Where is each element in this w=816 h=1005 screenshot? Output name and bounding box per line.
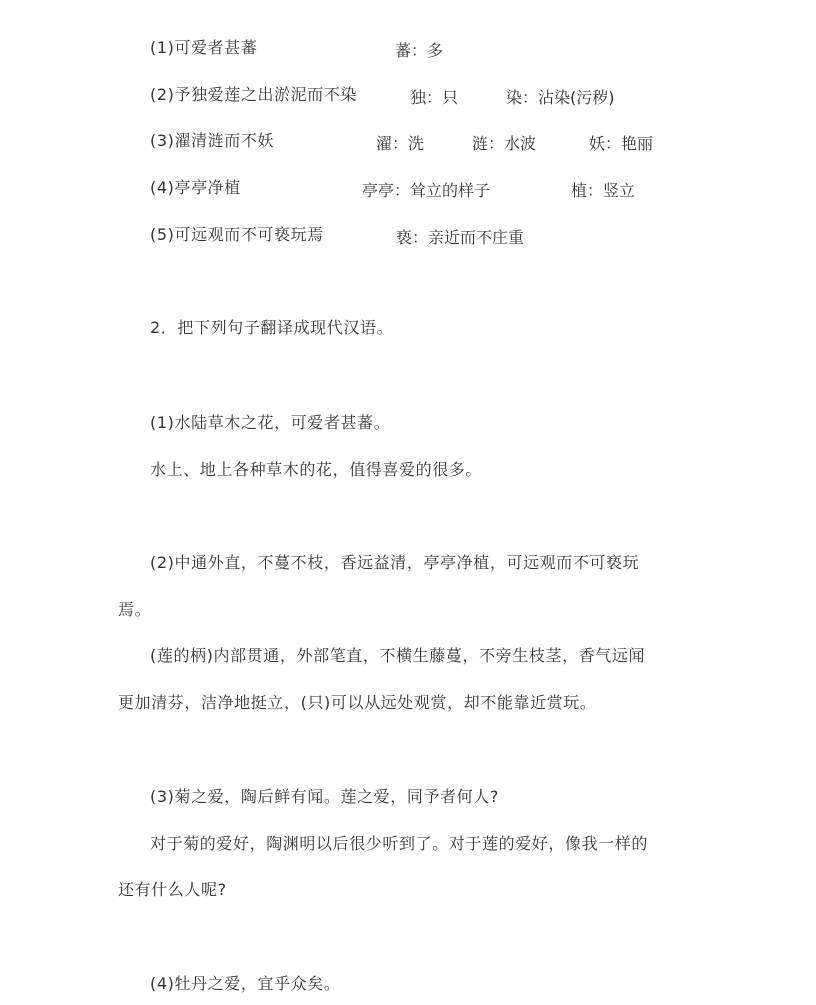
word-3-phrase: (3)濯清涟而不妖	[150, 131, 275, 150]
word-4-phrase: (4)亭亭净植	[150, 178, 241, 197]
translation-2-answer-line-2: 更加清芬，洁净地挺立，(只)可以从远处观赏，却不能靠近赏玩。	[118, 693, 597, 712]
word-5-row	[150, 225, 324, 245]
word-1-gloss: 蕃：多	[395, 41, 444, 60]
translation-2-source-line-1: (2)中通外直，不蔓不枝，香远益清，亭亭净植，可远观而不可亵玩	[150, 553, 640, 572]
word-3-gloss-3: 妖：艳丽	[589, 134, 654, 153]
word-2-row	[150, 85, 357, 105]
word-1-phrase: (1)可爱者甚蕃	[150, 38, 258, 57]
translation-1-source: (1)水陆草木之花，可爱者甚蕃。	[150, 413, 391, 432]
word-3-row	[150, 131, 274, 151]
question-2-heading: 2．把下列句子翻译成现代汉语。	[150, 318, 394, 337]
translation-2-source-line-2: 焉。	[118, 600, 152, 619]
word-2-gloss-2: 染：沾染(污秽)	[506, 88, 615, 107]
translation-1-answer: 水上、地上各种草木的花，值得喜爱的很多。	[150, 460, 483, 479]
word-4-gloss-2: 植：竖立	[571, 181, 636, 200]
word-5-phrase: (5)可远观而不可亵玩焉	[150, 225, 324, 244]
word-2-phrase: (2)予独爱莲之出淤泥而不染	[150, 85, 358, 104]
translation-3-answer-line-1: 对于菊的爱好，陶渊明以后很少听到了。对于莲的爱好，像我一样的	[150, 834, 649, 853]
word-4-gloss-1: 亭亭：耸立的样子	[362, 181, 491, 200]
word-3-gloss-1: 濯：洗	[376, 134, 425, 153]
word-5-gloss-1: 亵：亲近而不庄重	[396, 228, 525, 247]
word-1-row	[150, 38, 257, 58]
translation-3-answer-line-2: 还有什么人呢?	[118, 880, 227, 899]
word-4-row	[150, 178, 241, 198]
word-3-gloss-2: 涟：水波	[472, 134, 537, 153]
word-2-gloss-1: 独：只	[410, 88, 459, 107]
translation-3-source: (3)菊之爱，陶后鲜有闻。莲之爱，同予者何人?	[150, 787, 499, 806]
translation-4-source: (4)牡丹之爱，宜乎众矣。	[150, 974, 341, 993]
translation-2-answer-line-1: (莲的柄)内部贯通，外部笔直，不横生藤蔓，不旁生枝茎，香气远闻	[150, 646, 646, 665]
